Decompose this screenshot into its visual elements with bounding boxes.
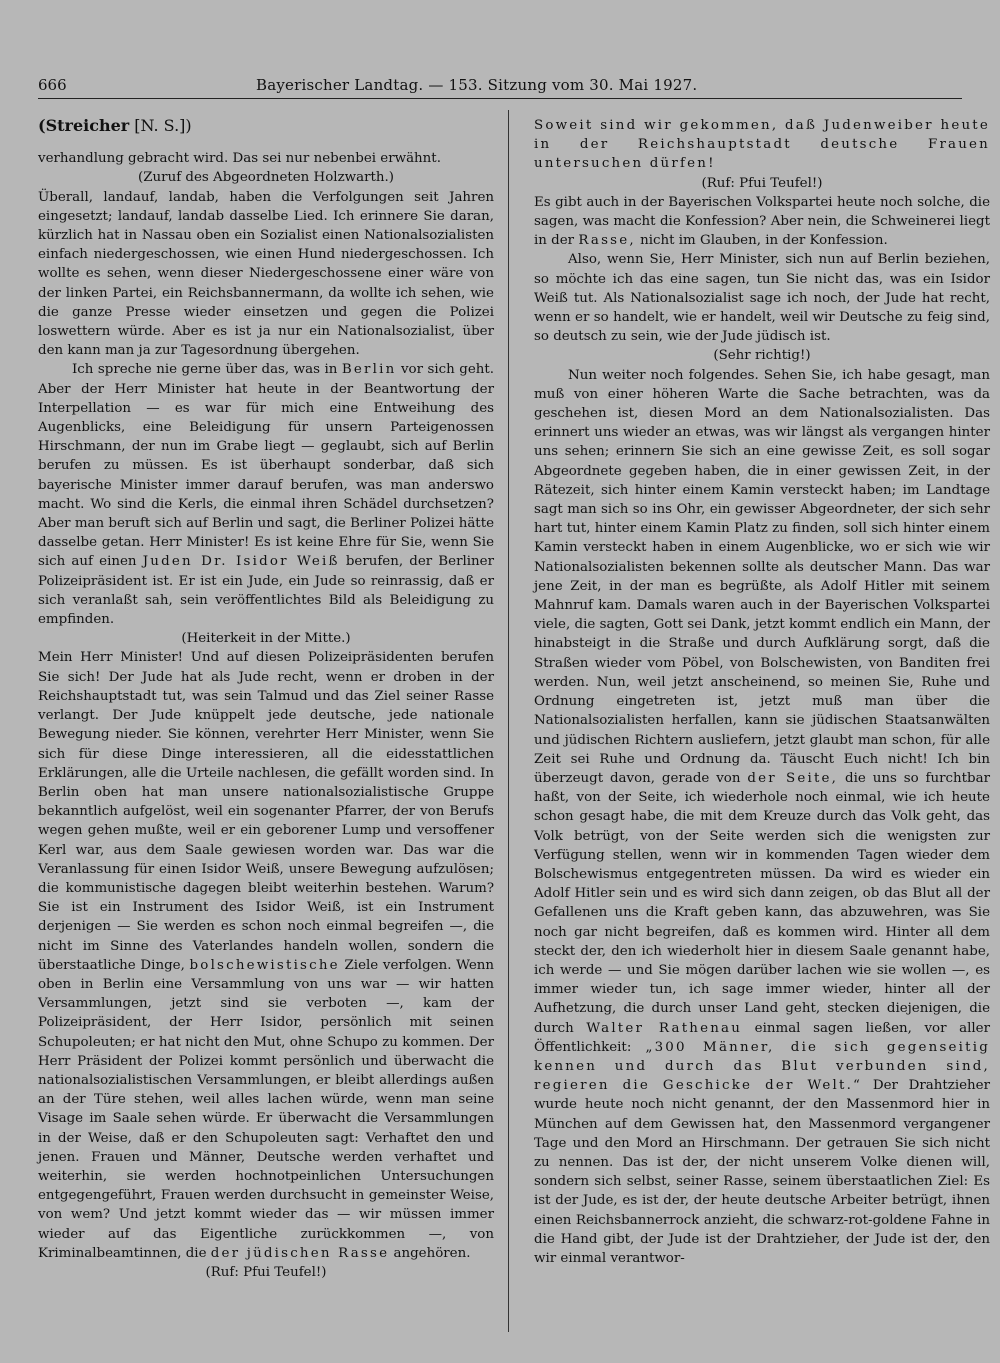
- speaker-name: (Streicher: [38, 116, 130, 135]
- right-column: [534, 116, 990, 1268]
- paragraph: [534, 193, 990, 251]
- text-run: Nun weiter noch folgendes. Sehen Sie, ich habe gesagt, man muß von einer höheren Warte die Sache betrachten, was da geschehen ist, diesen Mord an dem Nationalsozialisten. Das erinnert uns wieder an etwas, was wir längst als vergangen hinter uns sehen; erinnern Sie sich an eine gewisse Zeit, es soll sogar Abgeordnete gegeben haben, die in einer gewissen Zeit, in der Rätezeit, sich hinter einem Kamin versteckt haben; im Landtage sagt man sich so ins Ohr, ein gewisser Abgeordneter, der sich sehr hart tut, hinter einem Kamin Platz zu finden, soll sich hinter einem Kamin versteckt haben in einem Augenblicke, wo er sich wie wir Nationalsozialisten bekennen sollte als deutscher Mann. Das war jene Zeit, in der man es begrüßte, als Adolf Hitler mit seinem Mahnruf kam. Damals waren auch in der Bayerischen Volkspartei viele, die sagten, Gott sei Dank, jetzt kommt endlich ein Mann, der hinabsteigt in die Straße und durch Aufklärung sorgt, daß die Straßen wieder vom Pöbel, von Bolschewisten, von Banditen frei werden. Nun, weil jetzt anscheinend, so meinen Sie, Ruhe und Ordnung eingetreten ist, jetzt muß man über die Nationalsozialisten herfallen, kann sie jüdischen Staatsanwälten und jüdischen Richtern ausliefern, jetzt glaubt man schon, für alle Zeit sei Ruhe und Ordnung da. Täuscht Euch nicht! Ich bin überzeugt davon, gerade von: [534, 367, 990, 786]
- left-column: [38, 116, 494, 1282]
- emphasis-spaced: Walter Rathenau: [586, 1020, 743, 1036]
- text-run: Ich spreche nie gerne über das, was in: [72, 362, 338, 378]
- interjection: (Zuruf des Abgeordneten Holzwarth.): [138, 170, 394, 186]
- emphasized-quote: Soweit sind wir gekommen, daß Judenweiber heute in der Reichshauptstadt deutsche Frauen untersuchen dürfen!: [534, 118, 990, 172]
- column-divider: [508, 110, 509, 1332]
- emphasis-spaced: Rasse,: [578, 233, 636, 249]
- text-run: vor sich geht. Aber der Herr Minister hat heute in der Beantwortung der Interpellation — es war für mich eine Entweihung des Augenblicks, eine Beleidigung für unsern Parteigenossen Hirschmann, der nun im Grabe liegt — geglaubt, sich auf Berlin berufen zu müssen. Es ist überhaupt sonderbar, daß sich bayerische Minister immer darauf berufen, was man anderswo macht. Wo sind die Kerls, die einmal ihren Schädel durchsetzen? Aber man beruft sich auf Berlin und sagt, die Berliner Polizei hätte dasselbe getan. Herr Minister! Es ist keine Ehre für Sie, wenn Sie sich auf einen: [38, 362, 495, 570]
- emphasis-spaced: Berlin: [341, 362, 397, 378]
- text-run: die uns so furchtbar haßt, von der Seite, ich wiederhole noch einmal, wie ich heute schon gesagt habe, die mit dem Kreuze durch das Volk geht, das Volk betrügt, von der Seite werden sich die wenigsten zur Verfügung stellen, wenn wir in kommenden Tagen wieder dem Bolschewismus entgegentreten müssen. Da wird es wieder ein Adolf Hitler sein und es wird sich dann zeigen, ob das Blut all der Gefallenen uns die Kraft geben kann, das abzuwehren, was Sie noch gar nicht begreifen, daß es kommen wird. Hinter all dem steckt der, den ich wiederholt hier in diesem Saale genannt habe, ich werde — und Sie mögen darüber lachen wie sie wollen —, es immer wieder tun, ich sage immer wieder, hinter all der Aufhetzung, die durch unser Land geht, stecken diejenigen, die durch: [534, 770, 990, 1036]
- running-header: [38, 76, 962, 99]
- paragraph: verhandlung gebracht wird. Das sei nur nebenbei erwähnt.: [38, 151, 441, 167]
- interjection: (Ruf: Pfui Teufel!): [205, 1264, 327, 1280]
- emphasis-spaced: „300 Männer, die sich gegenseitig kennen und durch das Blut verbunden sind, regieren die Geschicke der Welt.“: [534, 1039, 990, 1094]
- emphasis-spaced: der jüdischen Rasse: [210, 1245, 390, 1261]
- text-run: Der Drahtzieher wurde heute noch nicht genannt, der den Massenmord hier in München auf dem Gewissen hat, den Massenmord vergangener Tage und den Mord an Hirschmann. Der getrauen Sie sich nicht zu nennen. Das ist der, der nicht unserem Volke dienen will, sondern sich selbst, seiner Rasse, seinem überstaatlichen Ziel: Es ist der Jude, es ist der, der heute deutsche Arbeiter betrügt, ihnen einen Reichsbannerrock anzieht, die schwarz-rot-goldene Fahne in die Hand gibt, der Jude ist der Drahtzieher, der Jude ist der, den wir einmal verantwor-: [534, 1078, 991, 1266]
- paragraph: [534, 366, 990, 1269]
- text-run: Ziele verfolgen. Wenn oben in Berlin eine Versammlung von uns war — wir hatten Versammlungen, jetzt sind sie verboten —, kam der Polizeipräsident, der Herr Isidor, persönlich mit seinen Schupoleuten; er hat nicht den Mut, ohne Schupo zu kommen. Der Herr Präsident der Polizei kommt persönlich und überwacht die nationalsozialistischen Versammlungen, er bleibt allerdings außen an der Türe stehen, weil alles lachen würde, wenn man seine Visage im Saale sehen würde. Er überwacht die Versammlungen in der Weise, daß er den Schupoleuten sagt: Verhaftet den und jenen. Frauen und Männer, Deutsche werden verhaftet und weiterhin, sie werden hochnotpeinlichen Untersuchungen entgegengeführt, Frauen werden durchsucht in gemeinster Weise, von wem? Und jetzt kommt wieder das — wir müssen immer wieder auf das Eigentliche zurückkommen —, von Kriminalbeamtinnen, die: [38, 957, 494, 1261]
- text-run: Es gibt auch in der Bayerischen Volkspartei heute noch solche, die sagen, was macht die Konfession? Aber nein, die Schweinerei liegt in der: [534, 194, 990, 249]
- interjection: (Sehr richtig!): [713, 348, 811, 364]
- running-title: Bayerischer Landtag. — 153. Sitzung vom 30. Mai 1927.: [256, 76, 698, 94]
- page-number: 666: [38, 76, 67, 94]
- text-run: angehören.: [393, 1245, 471, 1261]
- paragraph: [38, 360, 494, 629]
- text-run: einmal sagen ließen, vor aller Öffentlichkeit:: [534, 1020, 990, 1055]
- emphasis-spaced: Juden Dr. Isidor Weiß: [142, 554, 340, 570]
- speaker-heading: [38, 116, 494, 135]
- text-run: berufen, der Berliner Polizeipräsident ist. Er ist ein Jude, ein Jude so reinrassig, daß er sich veranlaßt sah, sein veröffentlichtes Bild als Beleidigung zu empfinden.: [38, 554, 494, 628]
- speaker-party: [N. S.]): [134, 116, 192, 135]
- interjection: (Heiterkeit in der Mitte.): [181, 631, 351, 647]
- paragraph: [38, 648, 494, 1263]
- text-run: Mein Herr Minister! Und auf diesen Polizeipräsidenten berufen Sie sich! Der Jude hat als Jude recht, wenn er droben in der Reichshauptstadt tut, was sein Talmud und das Ziel seiner Rasse verlangt. Der Jude knüppelt jede deutsche, jede nationale Bewegung nieder. Sie können, verehrter Herr Minister, wenn Sie sich für diese Dinge interessieren, all die eidesstattlichen Erklärungen, alle die Urteile nachlesen, die gefällt worden sind. In Berlin oben hat man unsere nationalsozialistische Gruppe bekanntlich aufgelöst, weil ein sogenanter Pfarrer, der von Berufs wegen gehen mußte, weil er ein geborener Lump und versoffener Kerl war, aus dem Saale gewiesen worden war. Das war die Veranlassung für einen Isidor Weiß, unsere Bewegung aufzulösen; die kommunistische dagegen bleibt weiterhin bestehen. Warum? Sie ist ein Instrument des Isidor Weiß, ist ein Instrument derjenigen — Sie werden es schon noch einmal begreifen —, die nicht im Sinne des Vaterlandes handeln wollen, sondern die überstaatliche Dinge,: [38, 650, 494, 973]
- paragraph: Also, wenn Sie, Herr Minister, sich nun auf Berlin beziehen, so möchte ich das eine sagen, tun Sie nicht das, was ein Isidor Weiß tut. Als Nationalsozialist sage ich noch, der Jude hat recht, wenn er so handelt, wie er handelt, weil wir Deutsche zu feig sind, so deutsch zu sein, wie der Jude jüdisch ist.: [534, 252, 990, 345]
- emphasis-spaced: der Seite,: [747, 770, 839, 786]
- paragraph: Überall, landauf, landab, haben die Verfolgungen seit Jahren eingesetzt; landauf, landab dasselbe Lied. Ich erinnere Sie daran, kürzlich hat in Nassau oben ein Sozialist einen Nationalsozialisten einfach niedergeschossen, wie einen Hund niedergeschossen. Ich wollte es sehen, wenn dieser Niedergeschossene einer wäre von der linken Partei, ein Reichsbannermann, da wollte ich sehen, wie die ganze Presse wieder einsetzen und gegen die Polizei loswettern würde. Aber es ist ja nur ein Nationalsozialist, über den kann man ja zur Tagesordnung übergehen.: [38, 189, 494, 359]
- interjection: (Ruf: Pfui Teufel!): [701, 175, 823, 191]
- text-run: nicht im Glauben, in der Konfession.: [640, 233, 888, 249]
- emphasis-spaced: bolschewistische: [189, 957, 340, 973]
